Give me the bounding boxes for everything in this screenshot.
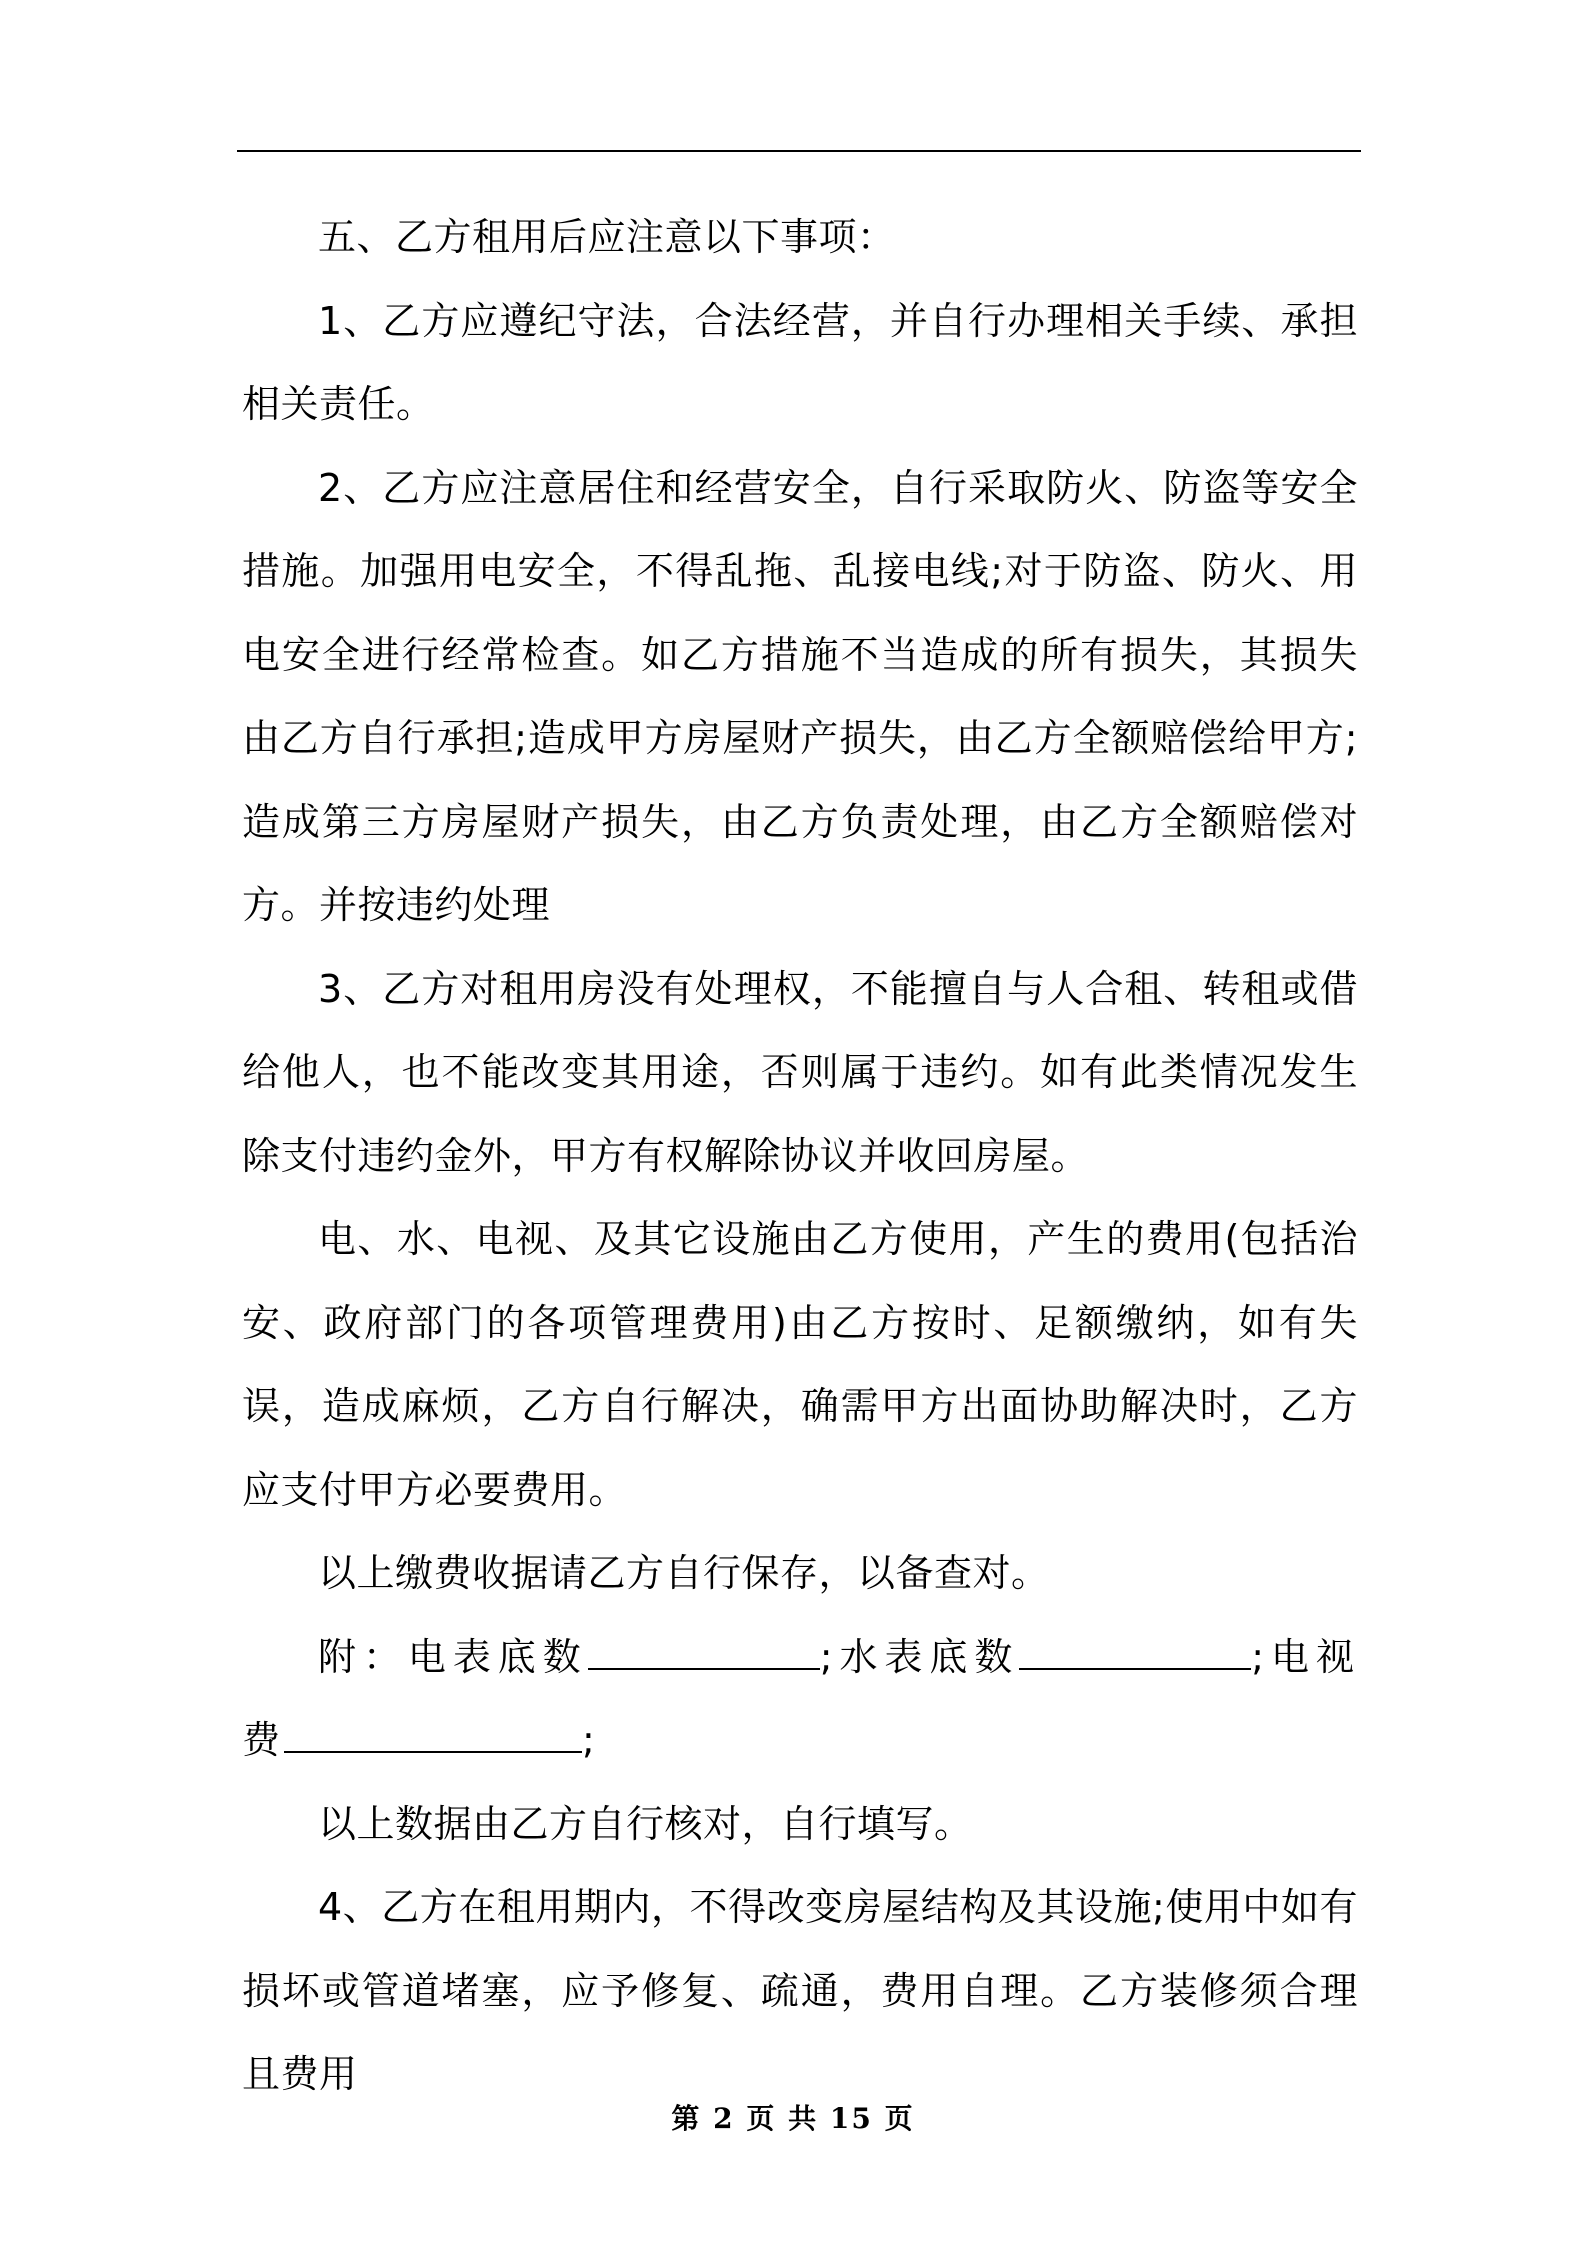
section-heading-5: 五、乙方租用后应注意以下事项：	[318, 215, 896, 259]
page-number-footer: 第 2 页 共 15 页	[671, 2102, 915, 2135]
clause-4: 4、乙方在租用期内，不得改变房屋结构及其设施;使用中如有损坏或管道堵塞，应予修复、疏通，费用自理。乙方装修须合理且费用	[242, 1885, 1358, 2096]
receipts-paragraph: 以上缴费收据请乙方自行保存，以备查对。	[318, 1551, 1050, 1595]
document-body	[242, 196, 1358, 2117]
clause-2: 2、乙方应注意居住和经营安全，自行采取防火、防盗等安全措施。加强用电安全，不得乱拖、乱接电线;对于防盗、防火、用电安全进行经常检查。如乙方措施不当造成的所有损失，其损失由乙方自行承担;造成甲方房屋财产损失，由乙方全额赔偿给甲方;造成第三方房屋财产损失，由乙方负责处理，由乙方全额赔偿对方。并按违约处理	[242, 465, 1358, 927]
self-check-paragraph: 以上数据由乙方自行核对，自行填写。	[318, 1801, 973, 1846]
electric-meter-blank	[588, 1634, 820, 1670]
utilities-paragraph: 电、水、电视、及其它设施由乙方使用，产生的费用(包括治安、政府部门的各项管理费用)由乙方按时、足额缴纳，如有失误，造成麻烦，乙方自行解决，确需甲方出面协助解决时，乙方应支付甲方必要费用。	[242, 1217, 1358, 1512]
tv-fee-label: ;电视费	[242, 1634, 1358, 1762]
tv-fee-blank	[284, 1717, 582, 1753]
water-meter-label: ;水表底数	[819, 1634, 1020, 1679]
meter-readings-line	[242, 1616, 1358, 1783]
clause-1: 1、乙方应遵纪守法，合法经营，并自行办理相关手续、承担相关责任。	[242, 298, 1358, 426]
meter-line-end: ;	[582, 1718, 599, 1762]
electric-meter-label: 附：电表底数	[318, 1634, 588, 1679]
header-rule	[237, 150, 1361, 152]
water-meter-blank	[1019, 1634, 1251, 1670]
clause-3: 3、乙方对租用房没有处理权，不能擅自与人合租、转租或借给他人，也不能改变其用途，否则属于违约。如有此类情况发生除支付违约金外，甲方有权解除协议并收回房屋。	[242, 966, 1358, 1178]
